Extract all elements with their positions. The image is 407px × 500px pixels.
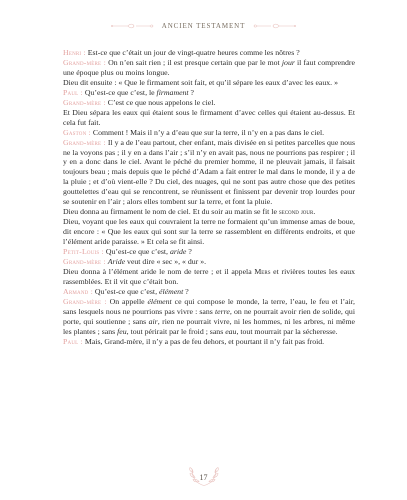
speaker-name: Grand-mère : — [63, 257, 106, 267]
paragraph — [63, 207, 355, 217]
text-run: il faut comprendre une époque plus ou moins longue. — [63, 57, 355, 77]
paragraph — [63, 267, 355, 287]
emphasis-text: jour — [281, 57, 295, 67]
text-run: , rien ne pourrait vivre, ni les hommes, ni les arbres, ni même les plantes ; sans — [63, 316, 356, 336]
emphasis-text: élément — [147, 296, 172, 306]
small-caps-text: second jour — [278, 207, 314, 217]
text-run: Qu’est-ce que c’est, le — [82, 87, 157, 97]
text-run: Dieu dit ensuite : « Que le firmament soit fait, et qu’il sépare les eaux d’avec les eaux. » — [63, 77, 338, 87]
paragraph — [63, 247, 355, 257]
emphasis-text: feu — [117, 326, 127, 336]
emphasis-text: Aride — [107, 257, 126, 267]
paragraph — [63, 78, 355, 88]
speaker-name: Paul : — [63, 87, 83, 97]
text-run: Qu’est-ce que c’est, — [103, 247, 170, 257]
text-run: . — [313, 207, 316, 217]
text-run: C’est ce que nous appelons le ciel. — [105, 97, 216, 107]
paragraph — [63, 257, 355, 267]
speaker-name: Henri : — [63, 48, 86, 57]
paragraph — [63, 138, 355, 208]
paragraph — [63, 217, 355, 247]
text-run: ? — [183, 286, 189, 296]
small-caps-text: Mers — [254, 266, 271, 276]
text-run: Il y a de l’eau partout, cher enfant, mais divisée en si petites parcelles que nous ne la voyons pas ; il y en a dans l’air ; s’il n’y en avait pas, nous ne pourrions pas respirer ; il y en a donc dans le ciel. Avant le péché du premier homme, il ne pleuvait jamais, il faisait toujours beau ; mais depuis que le péché d’Adam a fait entrer le mal dans le monde, il y a de la pluie ; et d’où vient-elle ? Du ciel, des nuages, qui ne sont pas autre chose que des petites gouttelettes d’eau qui se rencontrent, se réunissent et finissent par devenir trop lourdes pour se soutenir en l’air ; alors elles tombent sur la terre, et font la pluie. — [63, 137, 355, 207]
emphasis-text: air — [148, 316, 158, 326]
paragraph — [63, 88, 355, 98]
emphasis-text: terre — [215, 306, 230, 316]
chapter-title: ANCIEN TESTAMENT — [161, 22, 246, 30]
paragraph — [63, 58, 355, 78]
text-run: , on ne pourrait avoir rien de solide, qui porte, qui soutienne ; sans — [63, 306, 355, 326]
text-run: Et Dieu sépara les eaux qui étaient sous le firmament d’avec celles qui étaient au-dessus. Et cela fut fait. — [63, 107, 355, 127]
page-number: 17 — [199, 472, 208, 482]
page-footer — [0, 461, 407, 493]
text-run: On n’en sait rien ; il est presque certain que par le mot — [106, 57, 282, 67]
text-run: veut dire « sec », « dur ». — [125, 257, 207, 267]
speaker-name: Grand-mère : — [63, 97, 106, 107]
speaker-name: Grand-mère : — [63, 57, 106, 67]
text-run: ? — [188, 87, 195, 97]
body-text — [63, 48, 355, 347]
text-run: On appelle — [106, 296, 148, 306]
left-ornament-icon — [110, 22, 154, 30]
text-run: , tout périrait par le froid ; sans — [126, 326, 226, 336]
text-run: ce qui compose le monde, la terre, l’eau, le feu et l’air, sans lesquels nous ne pourrions pas vivre : sans — [63, 296, 355, 316]
speaker-name: Armand : — [63, 286, 93, 296]
paragraph — [63, 48, 355, 58]
text-run: Est-ce que c’était un jour de vingt-quatre heures comme les nôtres ? — [85, 48, 300, 57]
text-run: , tout mourrait par la sécheresse. — [236, 326, 338, 336]
text-run: Dieu, voyant que les eaux qui couvraient la terre ne formaient qu’un immense amas de boue, dit encore : « Que les eaux qui sont sur la terre se rassemblent en différents endroits, et que l’élément aride paraisse. » Et cela se fit ainsi. — [63, 217, 355, 247]
text-run: Dieu donna à l’élément aride le nom de terre ; et il appela — [63, 266, 255, 276]
text-run: Comment ! Mais il n’y a d’eau que sur la terre, il n’y en a pas dans le ciel. — [90, 127, 325, 137]
emphasis-text: eau — [225, 326, 237, 336]
speaker-name: Paul : — [63, 336, 83, 346]
paragraph — [63, 128, 355, 138]
text-run: Mais, Grand-mère, il n’y a pas de feu dehors, et pourtant il n’y fait pas froid. — [82, 336, 325, 346]
paragraph — [63, 287, 355, 297]
emphasis-text: aride — [169, 247, 187, 257]
speaker-name: Gaston : — [63, 127, 91, 137]
paragraph — [63, 98, 355, 108]
speaker-name: Petit-Louis : — [63, 247, 104, 257]
paragraph — [63, 297, 355, 337]
emphasis-text: élément — [159, 286, 184, 296]
speaker-name: Grand-mère : — [63, 296, 107, 306]
speaker-name: Grand-mère : — [63, 137, 106, 147]
text-run: Qu’est-ce que c’est, — [92, 286, 159, 296]
paragraph — [63, 108, 355, 128]
text-run: Dieu donna au firmament le nom de ciel. Et du soir au matin se fit le — [63, 207, 279, 217]
running-header — [0, 22, 407, 30]
emphasis-text: firmament — [156, 87, 189, 97]
text-run: et rivières toutes les eaux rassemblées. Et il vit que c’était bon. — [63, 266, 355, 286]
right-ornament-icon — [253, 22, 297, 30]
text-run: ? — [186, 247, 192, 257]
paragraph — [63, 337, 355, 347]
